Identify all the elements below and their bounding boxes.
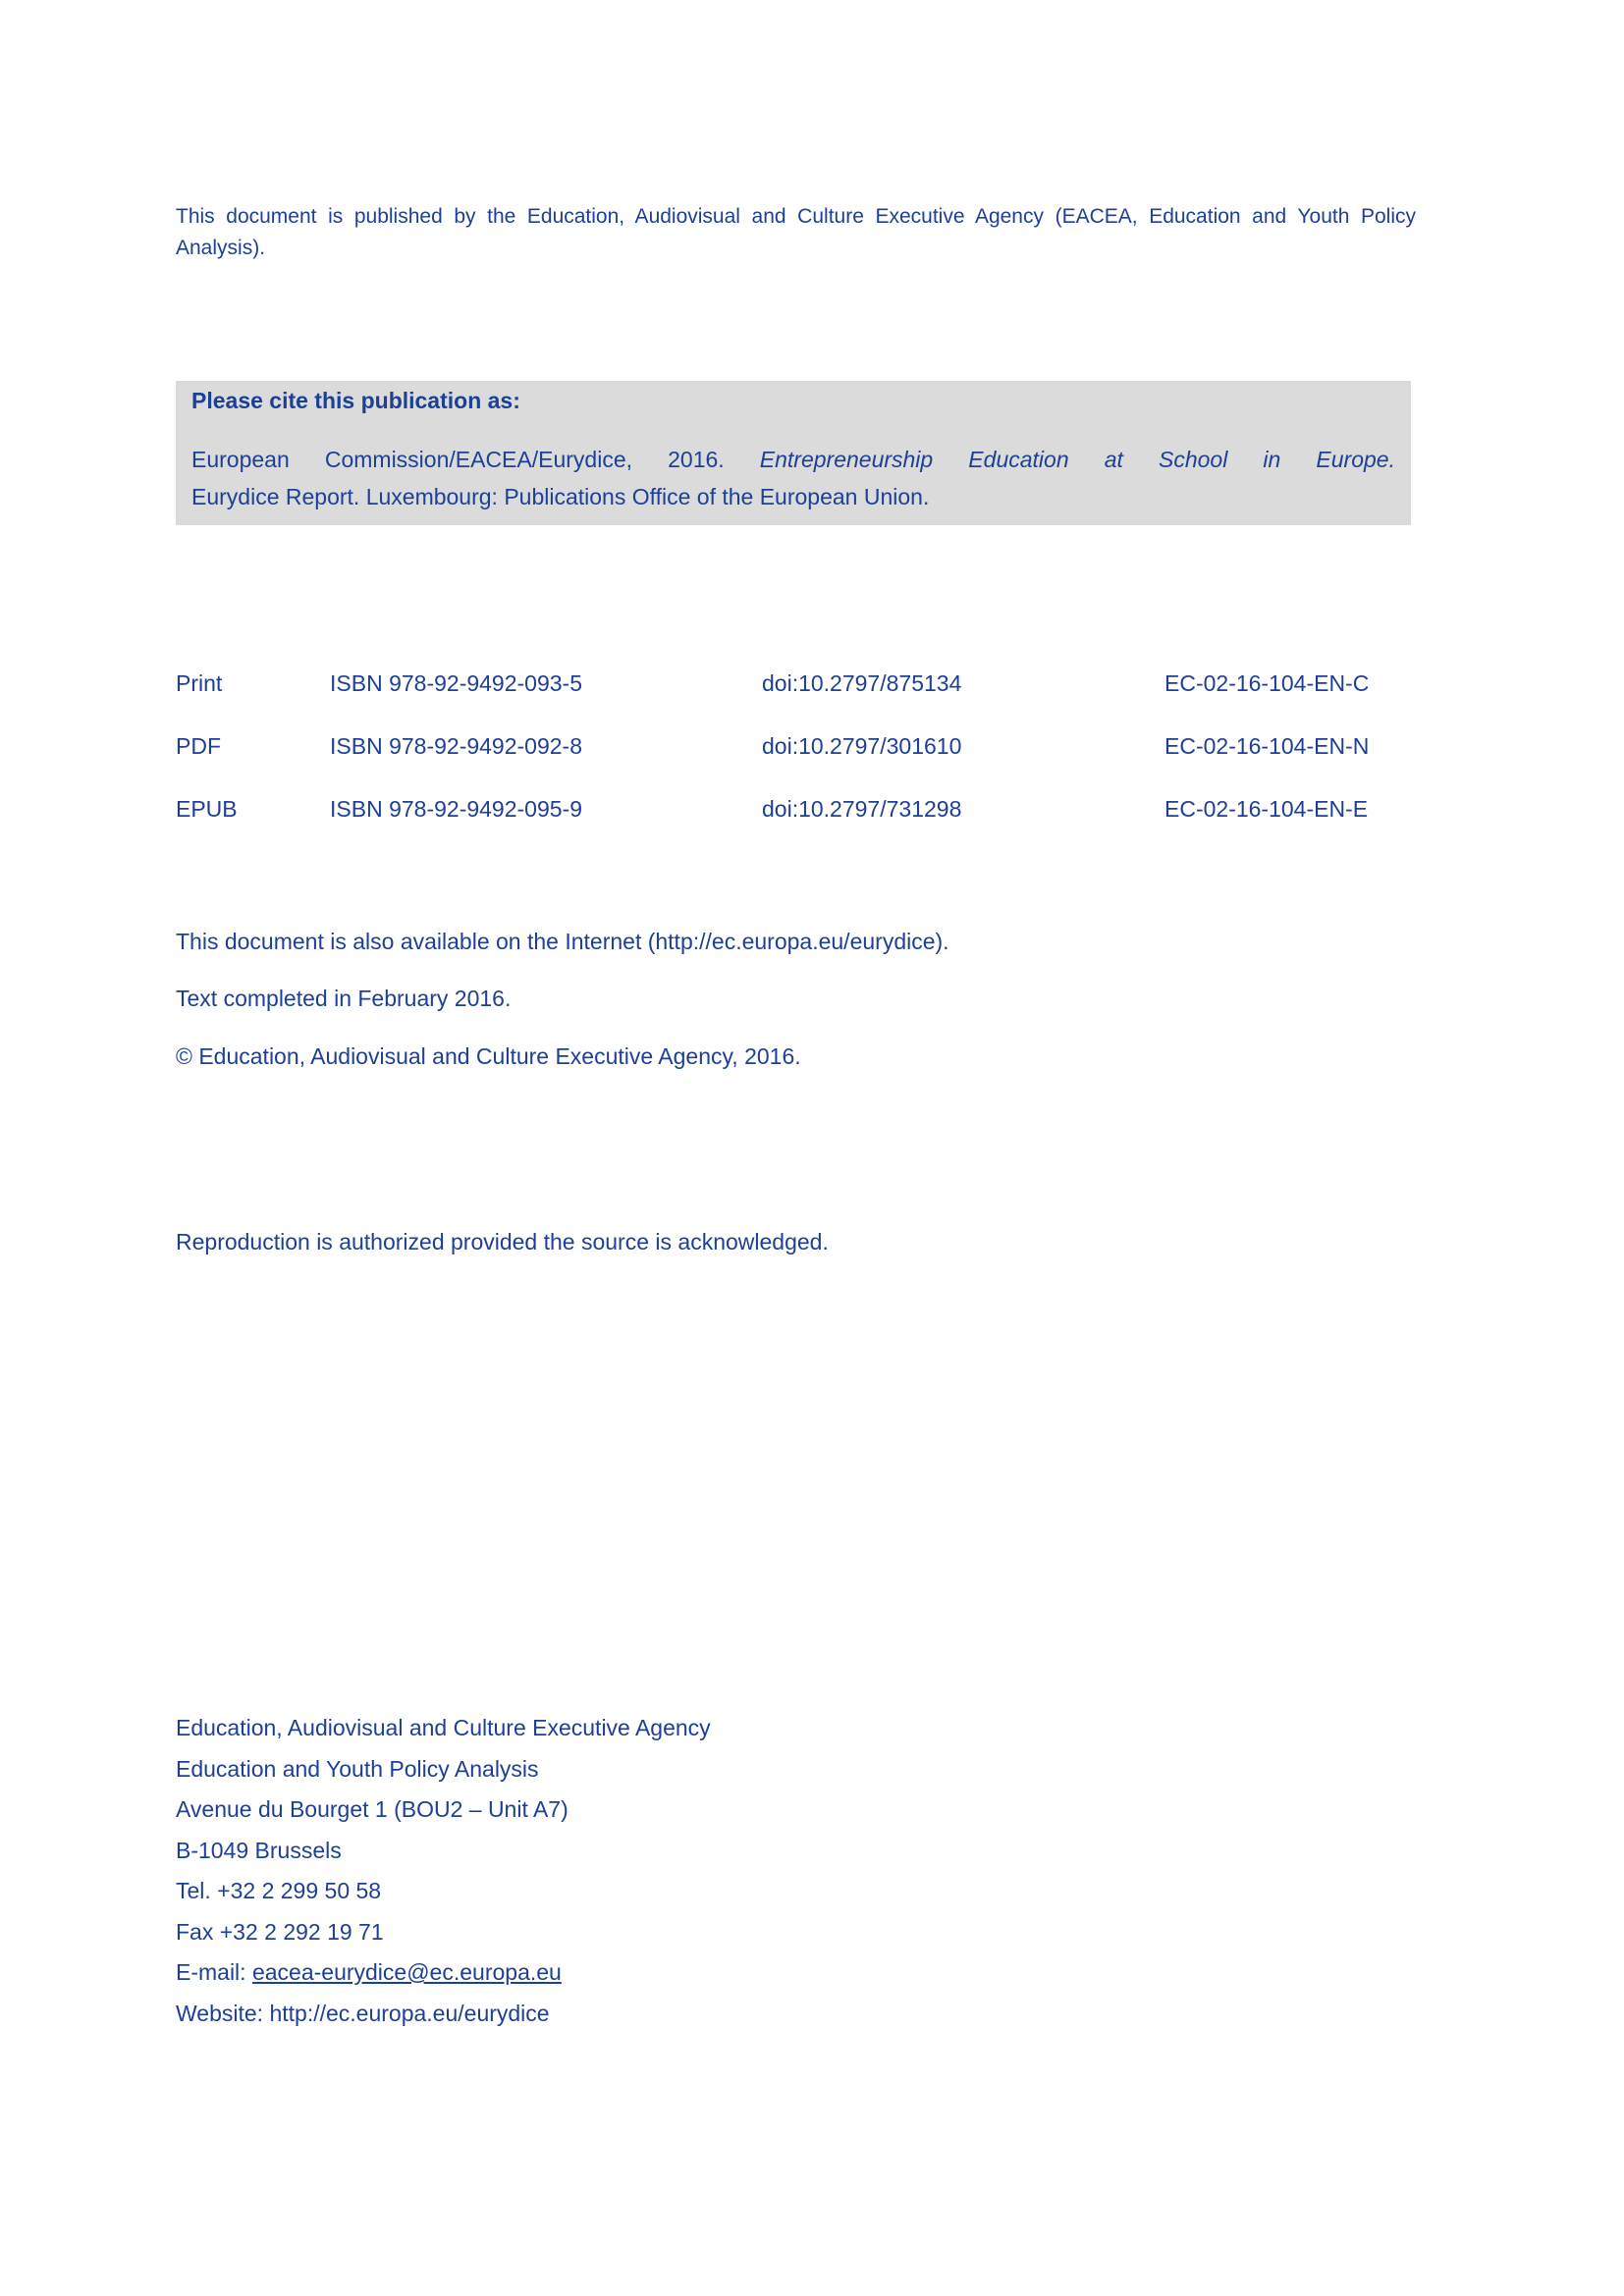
contact-website-line	[176, 1994, 1416, 2035]
isbn-row-doi: doi:10.2797/731298	[762, 796, 962, 822]
contact-block	[176, 1708, 1416, 2034]
isbn-row-format: EPUB	[176, 796, 238, 822]
isbn-row-catalogue: EC-02-16-104-EN-E	[1164, 796, 1369, 822]
isbn-row-isbn: ISBN 978-92-9492-092-8	[330, 733, 582, 759]
citation-box-title: Please cite this publication as:	[191, 388, 520, 413]
citation-text	[191, 441, 1395, 515]
isbn-row-format: Print	[176, 670, 223, 696]
citation-publication-title: Entrepreneurship Education at School in Europe.	[759, 447, 1395, 472]
citation-prefix: European Commission/EACEA/Eurydice, 2016.	[191, 447, 760, 472]
contact-address: Avenue du Bourget 1 (BOU2 – Unit A7)	[176, 1796, 568, 1822]
isbn-row-doi: doi:10.2797/301610	[762, 733, 962, 759]
contact-agency: Education, Audiovisual and Culture Executive Agency	[176, 1715, 711, 1740]
isbn-row-isbn: ISBN 978-92-9492-093-5	[330, 670, 582, 696]
isbn-row-catalogue: EC-02-16-104-EN-N	[1164, 733, 1370, 759]
website-label: Website:	[176, 2000, 270, 2026]
contact-tel: Tel. +32 2 299 50 58	[176, 1878, 382, 1903]
isbn-row-catalogue: EC-02-16-104-EN-C	[1164, 670, 1370, 696]
isbn-table	[176, 669, 1416, 858]
isbn-row-doi: doi:10.2797/875134	[762, 670, 962, 696]
contact-email-line	[176, 1952, 1416, 1994]
publisher-note-line1: This document is published by the Education, Audiovisual and Culture Executive Agency (EACEA, Education and Youth Policy	[176, 205, 1416, 228]
citation-line2: Eurydice Report. Luxembourg: Publications Office of the European Union.	[191, 484, 930, 509]
email-label: E-mail:	[176, 1959, 252, 1985]
citation-box	[176, 381, 1411, 525]
contact-city: B-1049 Brussels	[176, 1837, 342, 1863]
contact-unit: Education and Youth Policy Analysis	[176, 1755, 539, 1782]
reproduction-note: Reproduction is authorized provided the source is acknowledged.	[176, 1229, 829, 1255]
copyright-note: © Education, Audiovisual and Culture Executive Agency, 2016.	[176, 1043, 801, 1069]
isbn-row-isbn: ISBN 978-92-9492-095-9	[330, 796, 582, 822]
website-url: http://ec.europa.eu/eurydice	[269, 2000, 550, 2026]
publisher-note-line2: Analysis).	[176, 237, 266, 259]
citation-line1	[191, 441, 1395, 478]
availability-note: This document is also available on the Internet (http://ec.europa.eu/eurydice).	[176, 929, 949, 954]
isbn-row-format: PDF	[176, 733, 221, 759]
email-link[interactable]: eacea-eurydice@ec.europa.eu	[251, 1959, 562, 1985]
contact-fax: Fax +32 2 292 19 71	[176, 1918, 384, 1945]
publisher-note	[176, 201, 1416, 264]
completion-note: Text completed in February 2016.	[176, 986, 512, 1011]
